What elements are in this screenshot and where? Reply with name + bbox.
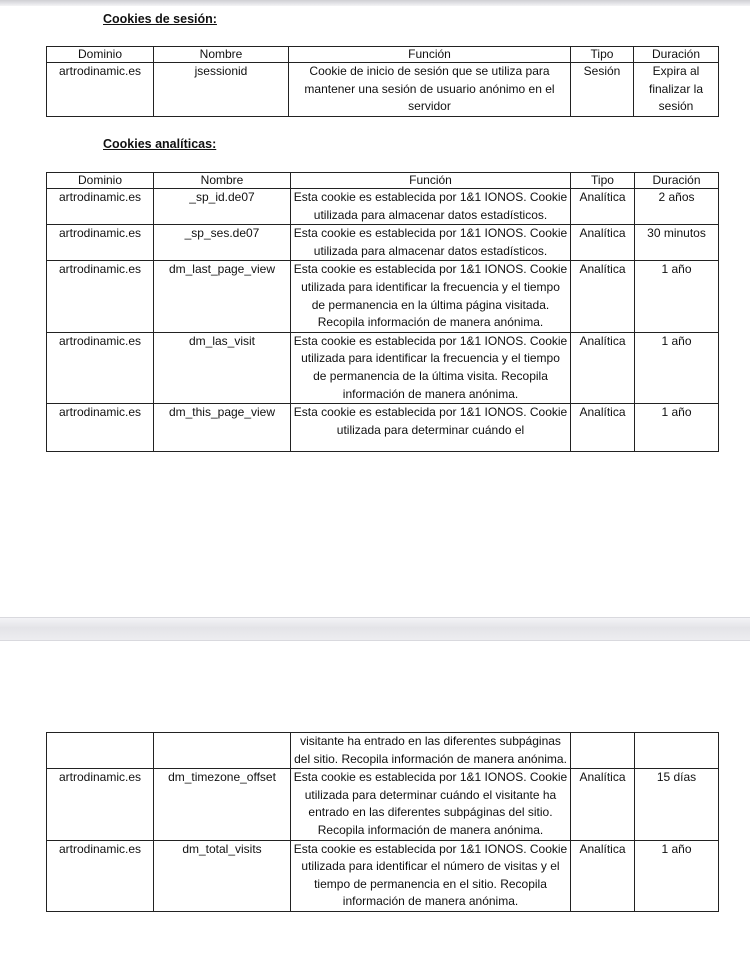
cell-tipo: Analítica bbox=[571, 332, 635, 403]
cell-nombre: _sp_id.de07 bbox=[154, 189, 291, 225]
table-row bbox=[47, 733, 719, 769]
cell-duracion bbox=[635, 733, 719, 769]
cell-duracion: 1 año bbox=[635, 261, 719, 332]
cell-nombre: jsessionid bbox=[154, 63, 289, 117]
cell-duracion: 1 año bbox=[635, 332, 719, 403]
table-row bbox=[47, 261, 719, 332]
cell-tipo bbox=[571, 733, 635, 769]
table-header-row bbox=[47, 47, 719, 63]
cell-nombre: dm_total_visits bbox=[154, 840, 291, 911]
cell-tipo: Analítica bbox=[571, 404, 635, 452]
analytics-cookies-table-continued bbox=[46, 732, 719, 912]
table-row bbox=[47, 63, 719, 117]
table-row bbox=[47, 769, 719, 840]
cell-dominio: artrodinamic.es bbox=[47, 769, 154, 840]
cell-duracion: Expira al finalizar la sesión bbox=[634, 63, 719, 117]
cell-duracion: 15 días bbox=[635, 769, 719, 840]
cell-funcion: Esta cookie es establecida por 1&1 IONOS. Cookie utilizada para almacenar datos estadísticos. bbox=[291, 225, 571, 261]
header-tipo: Tipo bbox=[571, 47, 634, 63]
cell-dominio: artrodinamic.es bbox=[47, 404, 154, 452]
session-cookies-table bbox=[46, 46, 719, 117]
cell-dominio: artrodinamic.es bbox=[47, 261, 154, 332]
table-row bbox=[47, 840, 719, 911]
cell-funcion: visitante ha entrado en las diferentes subpáginas del sitio. Recopila información de manera anónima. bbox=[291, 733, 571, 769]
cell-tipo: Analítica bbox=[571, 225, 635, 261]
cell-duracion: 2 años bbox=[635, 189, 719, 225]
cell-tipo: Analítica bbox=[571, 189, 635, 225]
header-duracion: Duración bbox=[635, 173, 719, 189]
cell-dominio: artrodinamic.es bbox=[47, 840, 154, 911]
cell-tipo: Analítica bbox=[571, 261, 635, 332]
table-header-row bbox=[47, 173, 719, 189]
header-dominio: Dominio bbox=[47, 173, 154, 189]
header-funcion: Función bbox=[289, 47, 571, 63]
table-row bbox=[47, 189, 719, 225]
cell-nombre bbox=[154, 733, 291, 769]
header-tipo: Tipo bbox=[571, 173, 635, 189]
cell-duracion: 30 minutos bbox=[635, 225, 719, 261]
cell-nombre: dm_las_visit bbox=[154, 332, 291, 403]
table-row bbox=[47, 404, 719, 452]
cell-funcion: Esta cookie es establecida por 1&1 IONOS. Cookie utilizada para almacenar datos estadísticos. bbox=[291, 189, 571, 225]
cell-nombre: dm_timezone_offset bbox=[154, 769, 291, 840]
cell-funcion: Esta cookie es establecida por 1&1 IONOS. Cookie utilizada para determinar cuándo el visitante ha entrado en las diferentes subpáginas del sitio. Recopila información de manera anónima. bbox=[291, 769, 571, 840]
cell-tipo: Sesión bbox=[571, 63, 634, 117]
cell-funcion: Esta cookie es establecida por 1&1 IONOS. Cookie utilizada para identificar la frecuencia y el tiempo de permanencia en la última página visitada. Recopila información de manera anónima. bbox=[291, 261, 571, 332]
cell-funcion: Esta cookie es establecida por 1&1 IONOS. Cookie utilizada para identificar el número de visitas y el tiempo de permanencia en el sitio. Recopila información de manera anónima. bbox=[291, 840, 571, 911]
cell-funcion: Esta cookie es establecida por 1&1 IONOS. Cookie utilizada para identificar la frecuencia y el tiempo de permanencia de la última visita. Recopila información de manera anónima. bbox=[291, 332, 571, 403]
cell-duracion: 1 año bbox=[635, 404, 719, 452]
analytics-cookies-heading: Cookies analíticas: bbox=[103, 137, 217, 151]
header-nombre: Nombre bbox=[154, 173, 291, 189]
cell-tipo: Analítica bbox=[571, 840, 635, 911]
cell-nombre: dm_this_page_view bbox=[154, 404, 291, 452]
cell-funcion: Esta cookie es establecida por 1&1 IONOS. Cookie utilizada para determinar cuándo el bbox=[291, 404, 571, 452]
session-cookies-heading: Cookies de sesión: bbox=[103, 12, 217, 26]
cell-dominio: artrodinamic.es bbox=[47, 63, 154, 117]
cell-dominio: artrodinamic.es bbox=[47, 189, 154, 225]
table-row bbox=[47, 225, 719, 261]
cell-dominio: artrodinamic.es bbox=[47, 332, 154, 403]
cell-nombre: _sp_ses.de07 bbox=[154, 225, 291, 261]
analytics-cookies-table bbox=[46, 172, 719, 452]
header-dominio: Dominio bbox=[47, 47, 154, 63]
cell-duracion: 1 año bbox=[635, 840, 719, 911]
cell-tipo: Analítica bbox=[571, 769, 635, 840]
page-break-separator bbox=[0, 617, 750, 641]
table-row bbox=[47, 332, 719, 403]
header-funcion: Función bbox=[291, 173, 571, 189]
cell-dominio bbox=[47, 733, 154, 769]
cell-funcion: Cookie de inicio de sesión que se utiliza para mantener una sesión de usuario anónimo en el servidor bbox=[289, 63, 571, 117]
cell-dominio: artrodinamic.es bbox=[47, 225, 154, 261]
cell-nombre: dm_last_page_view bbox=[154, 261, 291, 332]
top-edge-shadow bbox=[0, 0, 750, 6]
header-nombre: Nombre bbox=[154, 47, 289, 63]
header-duracion: Duración bbox=[634, 47, 719, 63]
